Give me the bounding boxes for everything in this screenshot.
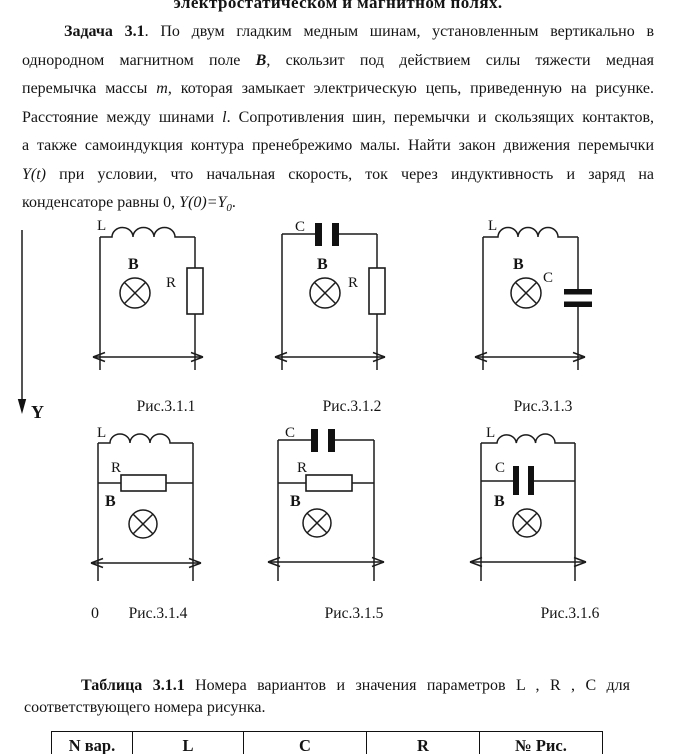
field-into-page-icon (120, 278, 150, 308)
field-into-page-icon (513, 509, 541, 537)
field-into-page-icon (511, 278, 541, 308)
capacitor-label: C (543, 270, 554, 286)
problem-text-line: однородном магнитном поле В, скользит под действием силы тяжести медная (22, 51, 654, 69)
inductor-coil-icon (483, 228, 578, 238)
table-header-fig: № Рис. (479, 732, 602, 754)
parameters-table (51, 731, 603, 754)
table-caption-line1: Таблица 3.1.1 Номера вариантов и значения параметров L , R , C для (81, 677, 630, 694)
table-caption-line2: соответствующего номера рисунка. (24, 698, 266, 716)
problem-number: Задача 3.1 (64, 23, 145, 40)
sliding-rod (470, 558, 586, 567)
field-label: B (290, 493, 301, 510)
resistor-label: R (166, 275, 177, 291)
sliding-rod (91, 559, 201, 568)
field-label: B (317, 256, 328, 273)
circuit-figure-2 (268, 216, 398, 374)
problem-text-line: конденсаторе равны 0, $Y(0)=Y_0$. (22, 194, 236, 215)
problem-text-line: Y(t) при условии, что начальная скорость, ток через индуктивность и заряд на (22, 165, 654, 183)
capacitor-label: C (285, 425, 296, 441)
problem-text-line: Задача 3.1. По двум гладким медным шинам, установленным вертикально в (64, 23, 655, 40)
inductor-label: L (486, 425, 496, 441)
arrow-down-icon (18, 399, 26, 414)
table-header-variant: N вар. (68, 736, 116, 754)
field-into-page-icon (129, 510, 157, 538)
y-axis-label: Y (31, 402, 44, 422)
field-label: B (513, 256, 524, 273)
resistor-box-icon (121, 475, 166, 491)
figure-caption-5: Рис.3.1.5 (324, 605, 384, 622)
resistor-box-icon (306, 475, 352, 491)
resistor-box-icon (369, 268, 385, 314)
capacitor-label: C (495, 460, 506, 476)
circuit-figure-4 (84, 424, 214, 584)
inductor-coil-icon (100, 228, 195, 238)
y-axis-arrow (8, 226, 56, 422)
inductor-label: L (97, 218, 107, 234)
resistor-label: R (348, 275, 359, 291)
inductor-label: L (97, 425, 107, 441)
field-into-page-icon (303, 509, 331, 537)
page-heading: электростатическом и магнитном полях. (173, 0, 503, 12)
problem-text-line: а также самоиндукция контура пренебрежимо малы. Найти закон движения перемычки (22, 137, 654, 154)
table-caption (24, 675, 630, 718)
figure-caption-1: Рис.3.1.1 (136, 398, 196, 415)
problem-text-line: Расстояние между шинами l. Сопротивления шин, перемычки и скользящих контактов, (22, 108, 654, 126)
table-header-R: R (366, 732, 479, 754)
table-header-L: L (132, 732, 243, 754)
circuit-figure-1 (86, 216, 216, 374)
capacitor-plates-icon (513, 466, 534, 495)
capacitor-plates-icon (311, 429, 335, 452)
circuit-figure-5 (264, 424, 394, 584)
sliding-rod (275, 353, 385, 362)
origin-label: 0 (91, 605, 99, 622)
figure-caption-4: Рис.3.1.4 (128, 605, 188, 622)
capacitor-plates-icon (315, 223, 339, 246)
inductor-label: L (488, 218, 498, 234)
figure-caption-6: Рис.3.1.6 (540, 605, 600, 622)
field-label: B (128, 256, 139, 273)
resistor-box-icon (187, 268, 203, 314)
resistor-label: R (111, 460, 122, 476)
capacitor-plates-icon (564, 289, 592, 307)
field-into-page-icon (310, 278, 340, 308)
figure-caption-3: Рис.3.1.3 (513, 398, 573, 415)
problem-text-line: перемычка массы m, которая замыкает электрическую цепь, приведенную на рисунке. (22, 80, 654, 97)
resistor-label: R (297, 460, 308, 476)
figure-caption-2: Рис.3.1.2 (322, 398, 382, 415)
capacitor-label: C (295, 219, 306, 235)
inductor-coil-icon (98, 434, 193, 443)
sliding-rod (268, 558, 384, 567)
sliding-rod (475, 353, 585, 362)
field-label: B (494, 493, 505, 510)
problem-statement (22, 18, 654, 223)
circuit-figure-3 (469, 216, 601, 374)
table-header-C: C (243, 732, 366, 754)
field-label: B (105, 493, 116, 510)
sliding-rod (93, 353, 203, 362)
circuit-figure-6 (468, 424, 598, 584)
